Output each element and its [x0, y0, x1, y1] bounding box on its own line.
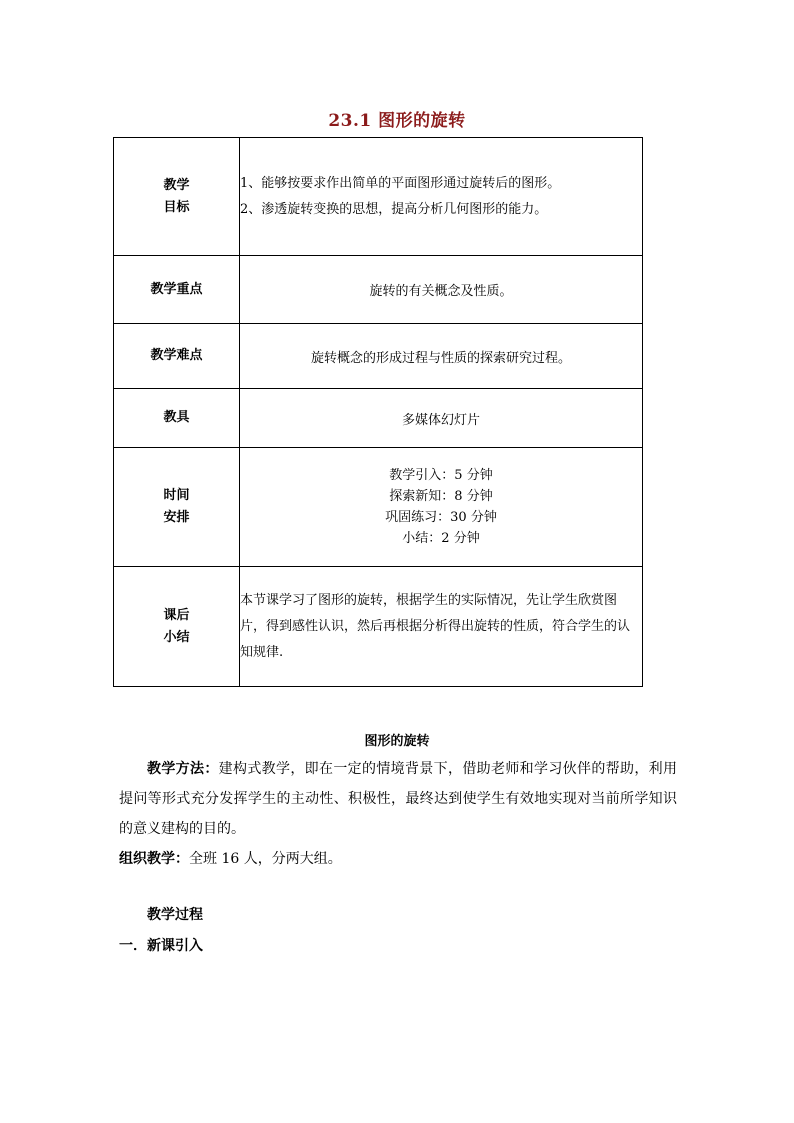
row-teaching-goal — [114, 138, 643, 256]
label-line: 小结 — [163, 629, 190, 645]
label-line: 课后 — [163, 607, 190, 623]
section-title: 图形的旋转 — [364, 734, 430, 749]
row-difficulty — [114, 324, 643, 389]
teaching-method-paragraph — [119, 754, 677, 844]
method-text: 建构式教学，即在一定的情境背景下，借助老师和学习伙伴的帮助，利用提问等形式充分发挥学生的主动性、积极性，最终达到使学生有效地实现对当前所学知识的意义建构的目的。 — [119, 761, 678, 837]
schedule-item: 教学引入：5 分钟 — [389, 468, 493, 483]
goal-item: 1、能够按要求作出简单的平面图形通过旋转后的图形。 — [240, 175, 561, 191]
schedule-item: 巩固练习：30 分钟 — [385, 510, 497, 525]
schedule-item: 小结：2 分钟 — [402, 531, 480, 546]
label-tools: 教具 — [114, 389, 240, 448]
label-line: 安排 — [163, 510, 190, 525]
label-difficulty: 教学难点 — [114, 324, 240, 389]
content-schedule — [240, 448, 643, 567]
content-difficulty: 旋转概念的形成过程与性质的探索研究过程。 — [240, 324, 643, 389]
label-line: 时间 — [163, 488, 190, 503]
content-key-point: 旋转的有关概念及性质。 — [240, 256, 643, 324]
label-summary — [114, 567, 240, 687]
process-heading: 教学过程 — [147, 907, 203, 923]
organization-text: 全班 16 人，分两大组。 — [189, 851, 342, 867]
lesson-plan-table — [113, 137, 643, 687]
method-label: 教学方法： — [147, 761, 219, 777]
schedule-item: 探索新知：8 分钟 — [389, 489, 493, 504]
label-teaching-goal — [114, 138, 240, 256]
content-tools: 多媒体幻灯片 — [240, 389, 643, 448]
document-title: 23.1 图形的旋转 — [328, 111, 466, 131]
organization-paragraph — [119, 844, 677, 874]
content-summary: 本节课学习了图形的旋转，根据学生的实际情况，先让学生欣赏图片，得到感性认识，然后再根据分析得出旋转的性质，符合学生的认知规律. — [240, 567, 643, 687]
label-line: 教学 — [163, 177, 190, 193]
content-teaching-goal — [240, 138, 643, 256]
row-tools — [114, 389, 643, 448]
label-key-point: 教学重点 — [114, 256, 240, 324]
organization-label: 组织教学： — [119, 851, 189, 867]
row-key-point — [114, 256, 643, 324]
label-line: 目标 — [163, 199, 190, 215]
row-summary — [114, 567, 643, 687]
part1-heading: 一．新课引入 — [119, 938, 203, 954]
goal-item: 2、渗透旋转变换的思想，提高分析几何图形的能力。 — [240, 201, 548, 217]
label-schedule — [114, 448, 240, 567]
row-schedule — [114, 448, 643, 567]
